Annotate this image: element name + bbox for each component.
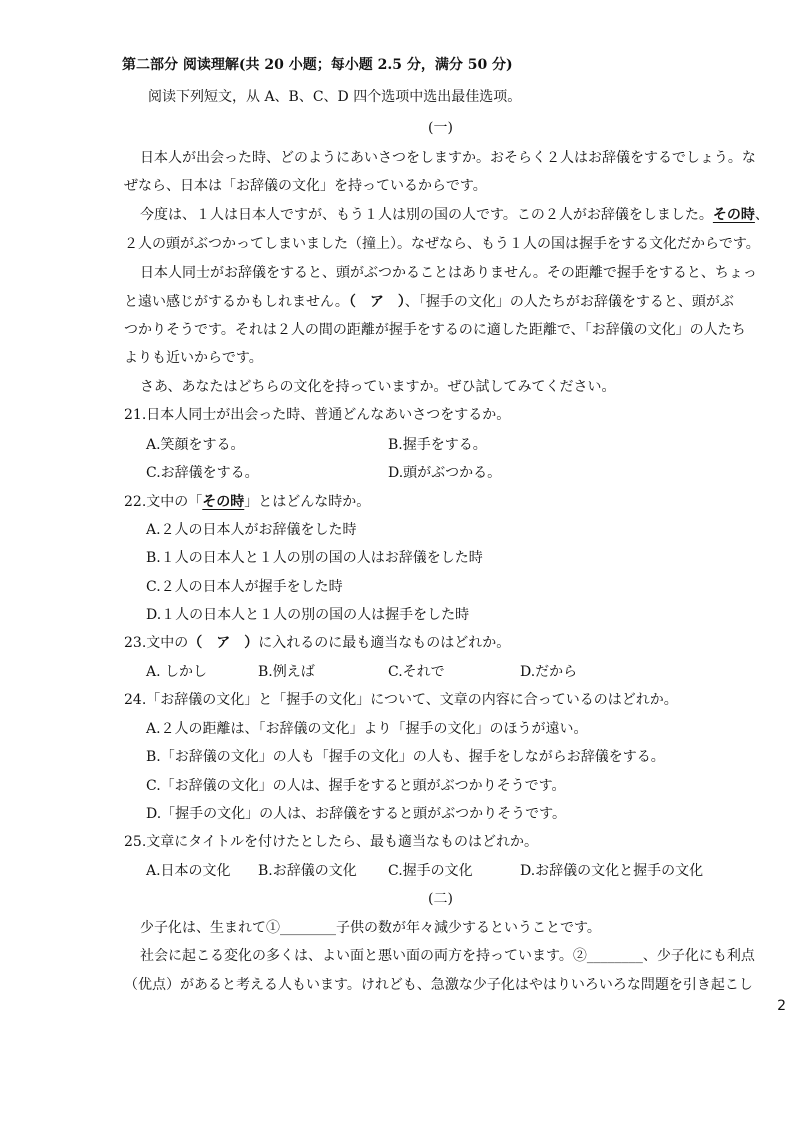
question-22-stem (124, 492, 370, 512)
passage1-text: 、「握手の文化」の人たちがお辞儀をすると、頭がぶ (404, 294, 734, 310)
question-22-option-b: B.１人の日本人と１人の別の国の人はお辞儀をした時 (146, 550, 483, 566)
question-24-option-d: D.「握手の文化」の人は、お辞儀をすると頭がぶつかりそうです。 (146, 806, 567, 822)
question-21-option-a: A.笑顔をする。 (146, 437, 245, 453)
blank-marker: （ ア ） (348, 294, 405, 310)
question-25-option-a: A.日本の文化 (146, 863, 231, 879)
passage1-line: 日本人が出会った時、どのようにあいさつをしますか。おそらく２人はお辞儀をするでしょう。な (140, 150, 756, 166)
passage1-line: ぜなら、日本は「お辞儀の文化」を持っているからです。 (124, 178, 487, 194)
passage1-line: よりも近いからです。 (124, 350, 263, 366)
question-22-option-c: C.２人の日本人が握手をした時 (146, 579, 343, 595)
instruction: 阅读下列短文，从 A、B、C、D 四个选项中选出最佳选项。 (148, 89, 522, 105)
question-23-stem (124, 633, 510, 653)
question-23-option-d: D.だから (520, 664, 578, 680)
question-21-stem: 21.日本人同士が出会った時、普通どんなあいさつをするか。 (124, 407, 511, 423)
question-25-option-b: B.お辞儀の文化 (258, 863, 357, 879)
question-24-option-c: C.「お辞儀の文化」の人は、握手をすると頭がぶつかりそうです。 (146, 778, 566, 794)
question-22-option-d: D.１人の日本人と１人の別の国の人は握手をした時 (146, 607, 470, 623)
passage2-line: （优点）があると考える人もいます。けれども、急激な少子化はやはりいろいろな問題を引き起こし (124, 977, 753, 993)
question-25-option-c: C.握手の文化 (388, 863, 473, 879)
passage1-line (124, 292, 734, 312)
passage2-label: (二) (428, 891, 453, 907)
passage1-label: (一) (428, 120, 453, 136)
question-24-option-a: A.２人の距離は、「お辞儀の文化」より「握手の文化」のほうが遠い。 (146, 721, 588, 737)
blank-marker: （ ア ） (188, 635, 259, 651)
question-21-option-c: C.お辞儀をする。 (146, 465, 259, 481)
passage1-text: 今度は、１人は日本人ですが、もう１人は別の国の人です。この２人がお辞儀をしました。 (140, 207, 713, 223)
question-23-stem-text: 23.文中の (124, 635, 189, 651)
passage2-line: 社会に起こる変化の多くは、よい面と悪い面の両方を持っています。②________、少子化にも利点 (140, 948, 755, 964)
underlined-phrase: その時 (712, 207, 755, 223)
question-21-option-d: D.頭がぶつかる。 (388, 465, 502, 481)
passage2-line: 少子化は、生まれて①________子供の数が年々減少するということです。 (140, 920, 601, 936)
question-22-option-a: A.２人の日本人がお辞儀をした時 (146, 522, 357, 538)
passage1-line: ２人の頭がぶつかってしまいました（撞上）。なぜなら、もう１人の国は握手をする文化だからです。 (124, 236, 760, 252)
passage1-line: 日本人同士がお辞儀をすると、頭がぶつかることはありません。その距離で握手をすると、ちょっ (140, 265, 757, 281)
passage1-line (140, 205, 769, 225)
question-25-stem: 25.文章にタイトルを付けたとしたら、最も適当なものはどれか。 (124, 834, 538, 850)
question-23-stem-text: に入れるのに最も適当なものはどれか。 (258, 635, 511, 651)
passage1-text: と遠い感じがするかもしれません。 (124, 294, 349, 310)
question-24-stem: 24.「お辞儀の文化」と「握手の文化」について、文章の内容に合っているのはどれか。 (124, 692, 678, 708)
page-number: 2 (777, 998, 786, 1014)
passage1-line: さあ、あなたはどちらの文化を持っていますか。ぜひ試してみてください。 (140, 379, 616, 395)
passage1-text: 、 (754, 207, 769, 223)
underlined-phrase: その時 (202, 494, 245, 510)
question-23-option-b: B.例えば (258, 664, 315, 680)
passage1-line: つかりそうです。それは２人の間の距離が握手をするのに適した距離で、「お辞儀の文化」の人たち (124, 322, 746, 338)
section-header: 第二部分 阅读理解(共 20 小题；每小题 2.5 分，满分 50 分) (122, 57, 513, 73)
question-23-option-c: C.それで (388, 664, 445, 680)
question-22-stem-text: 」とはどんな時か。 (244, 494, 371, 510)
question-21-option-b: B.握手をする。 (388, 437, 487, 453)
question-24-option-b: B.「お辞儀の文化」の人も「握手の文化」の人も、握手をしながらお辞儀をする。 (146, 749, 665, 765)
question-23-option-a: A. しかし (146, 664, 208, 680)
question-22-stem-text: 22.文中の「 (124, 494, 203, 510)
question-25-option-d: D.お辞儀の文化と握手の文化 (520, 863, 704, 879)
